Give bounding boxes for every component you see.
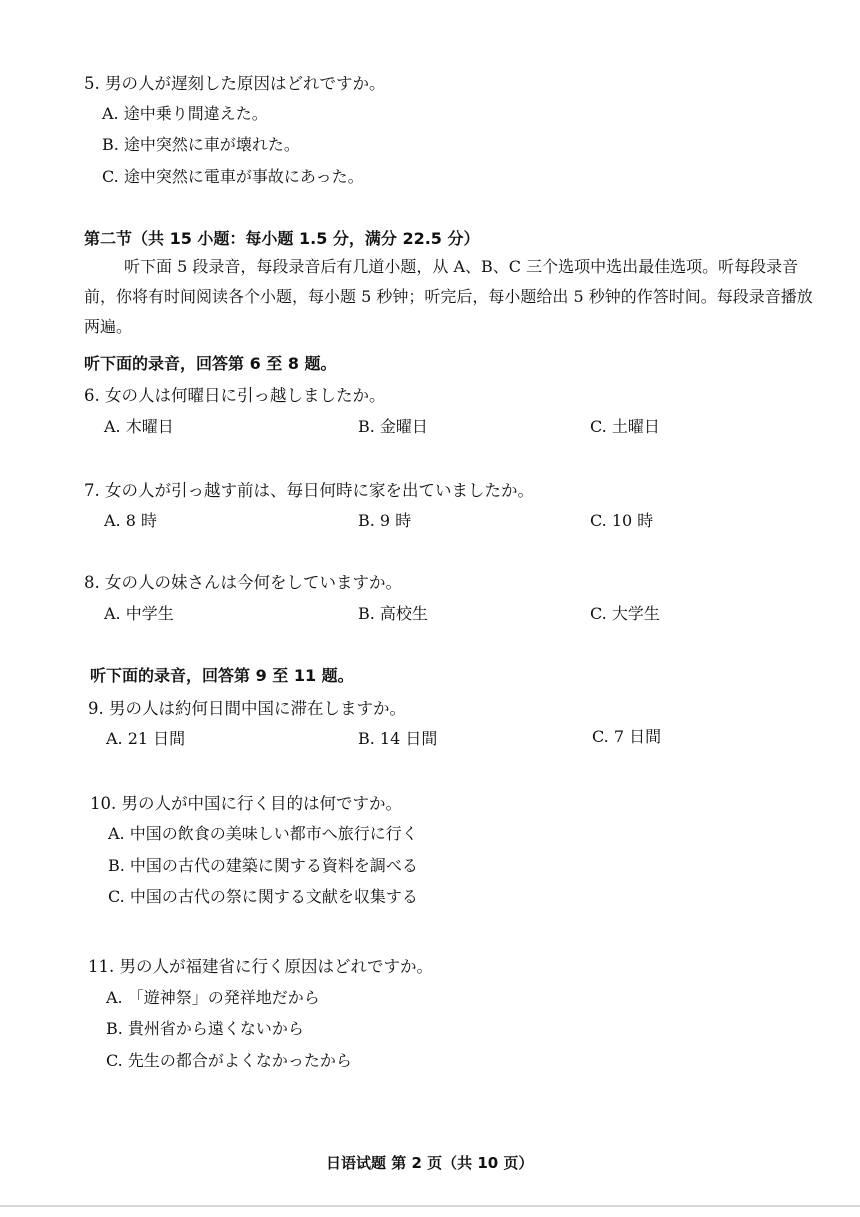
question-8-option-b: B. 高校生	[358, 604, 428, 623]
question-6-text: 6. 女の人は何曜日に引っ越しましたか。	[84, 386, 386, 405]
question-7-option-a: A. 8 時	[104, 511, 157, 530]
question-9-option-a: A. 21 日間	[106, 729, 186, 748]
question-6-option-a: A. 木曜日	[104, 417, 174, 436]
question-11-text: 11. 男の人が福建省に行く原因はどれですか。	[88, 957, 433, 976]
question-5-option-b: B. 途中突然に車が壊れた。	[102, 135, 300, 154]
question-11-option-c: C. 先生の都合がよくなかったから	[106, 1051, 352, 1070]
group-prompt-6-8: 听下面的录音，回答第 6 至 8 题。	[84, 354, 337, 373]
section-instructions-text: 听下面 5 段录音，每段录音后有几道小题，从 A、B、C 三个选项中选出最佳选项。听每段录音前，你将有时间阅读各个小题，每小题 5 秒钟；听完后，每小题给出 5 秒钟的作答时间。每段录音播放两遍。	[84, 257, 813, 336]
question-6-option-b: B. 金曜日	[358, 417, 428, 436]
question-10-text: 10. 男の人が中国に行く目的は何ですか。	[90, 794, 402, 813]
question-10-option-c: C. 中国の古代の祭に関する文献を収集する	[108, 887, 418, 906]
question-8-text: 8. 女の人の妹さんは今何をしていますか。	[84, 573, 402, 592]
page-footer: 日语试题 第 2 页（共 10 页）	[326, 1154, 534, 1172]
question-10-option-b: B. 中国の古代の建築に関する資料を調べる	[108, 856, 418, 875]
question-6-option-c: C. 土曜日	[590, 417, 660, 436]
question-5-option-c: C. 途中突然に電車が事故にあった。	[102, 167, 364, 186]
question-10-option-a: A. 中国の飲食の美味しい都市へ旅行に行く	[108, 824, 418, 843]
question-9-text: 9. 男の人は約何日間中国に滞在しますか。	[88, 699, 406, 718]
section-heading: 第二节（共 15 小题：每小题 1.5 分，满分 22.5 分）	[84, 229, 480, 248]
question-7-text: 7. 女の人が引っ越す前は、毎日何時に家を出ていましたか。	[84, 481, 534, 500]
question-5-text: 5. 男の人が遅刻した原因はどれですか。	[84, 74, 386, 93]
question-9-option-b: B. 14 日間	[358, 729, 438, 748]
question-11-option-b: B. 貴州省から遠くないから	[106, 1019, 304, 1038]
group-prompt-9-11: 听下面的录音，回答第 9 至 11 题。	[90, 666, 354, 685]
scan-edge-divider	[0, 1205, 860, 1207]
question-8-option-c: C. 大学生	[590, 604, 660, 623]
question-11-option-a: A. 「遊神祭」の発祥地だから	[106, 988, 320, 1007]
question-7-option-c: C. 10 時	[590, 511, 654, 530]
question-9-option-c: C. 7 日間	[592, 727, 662, 746]
question-7-option-b: B. 9 時	[358, 511, 412, 530]
section-instructions	[84, 252, 820, 342]
question-5-option-a: A. 途中乗り間違えた。	[102, 104, 268, 123]
question-8-option-a: A. 中学生	[104, 604, 174, 623]
